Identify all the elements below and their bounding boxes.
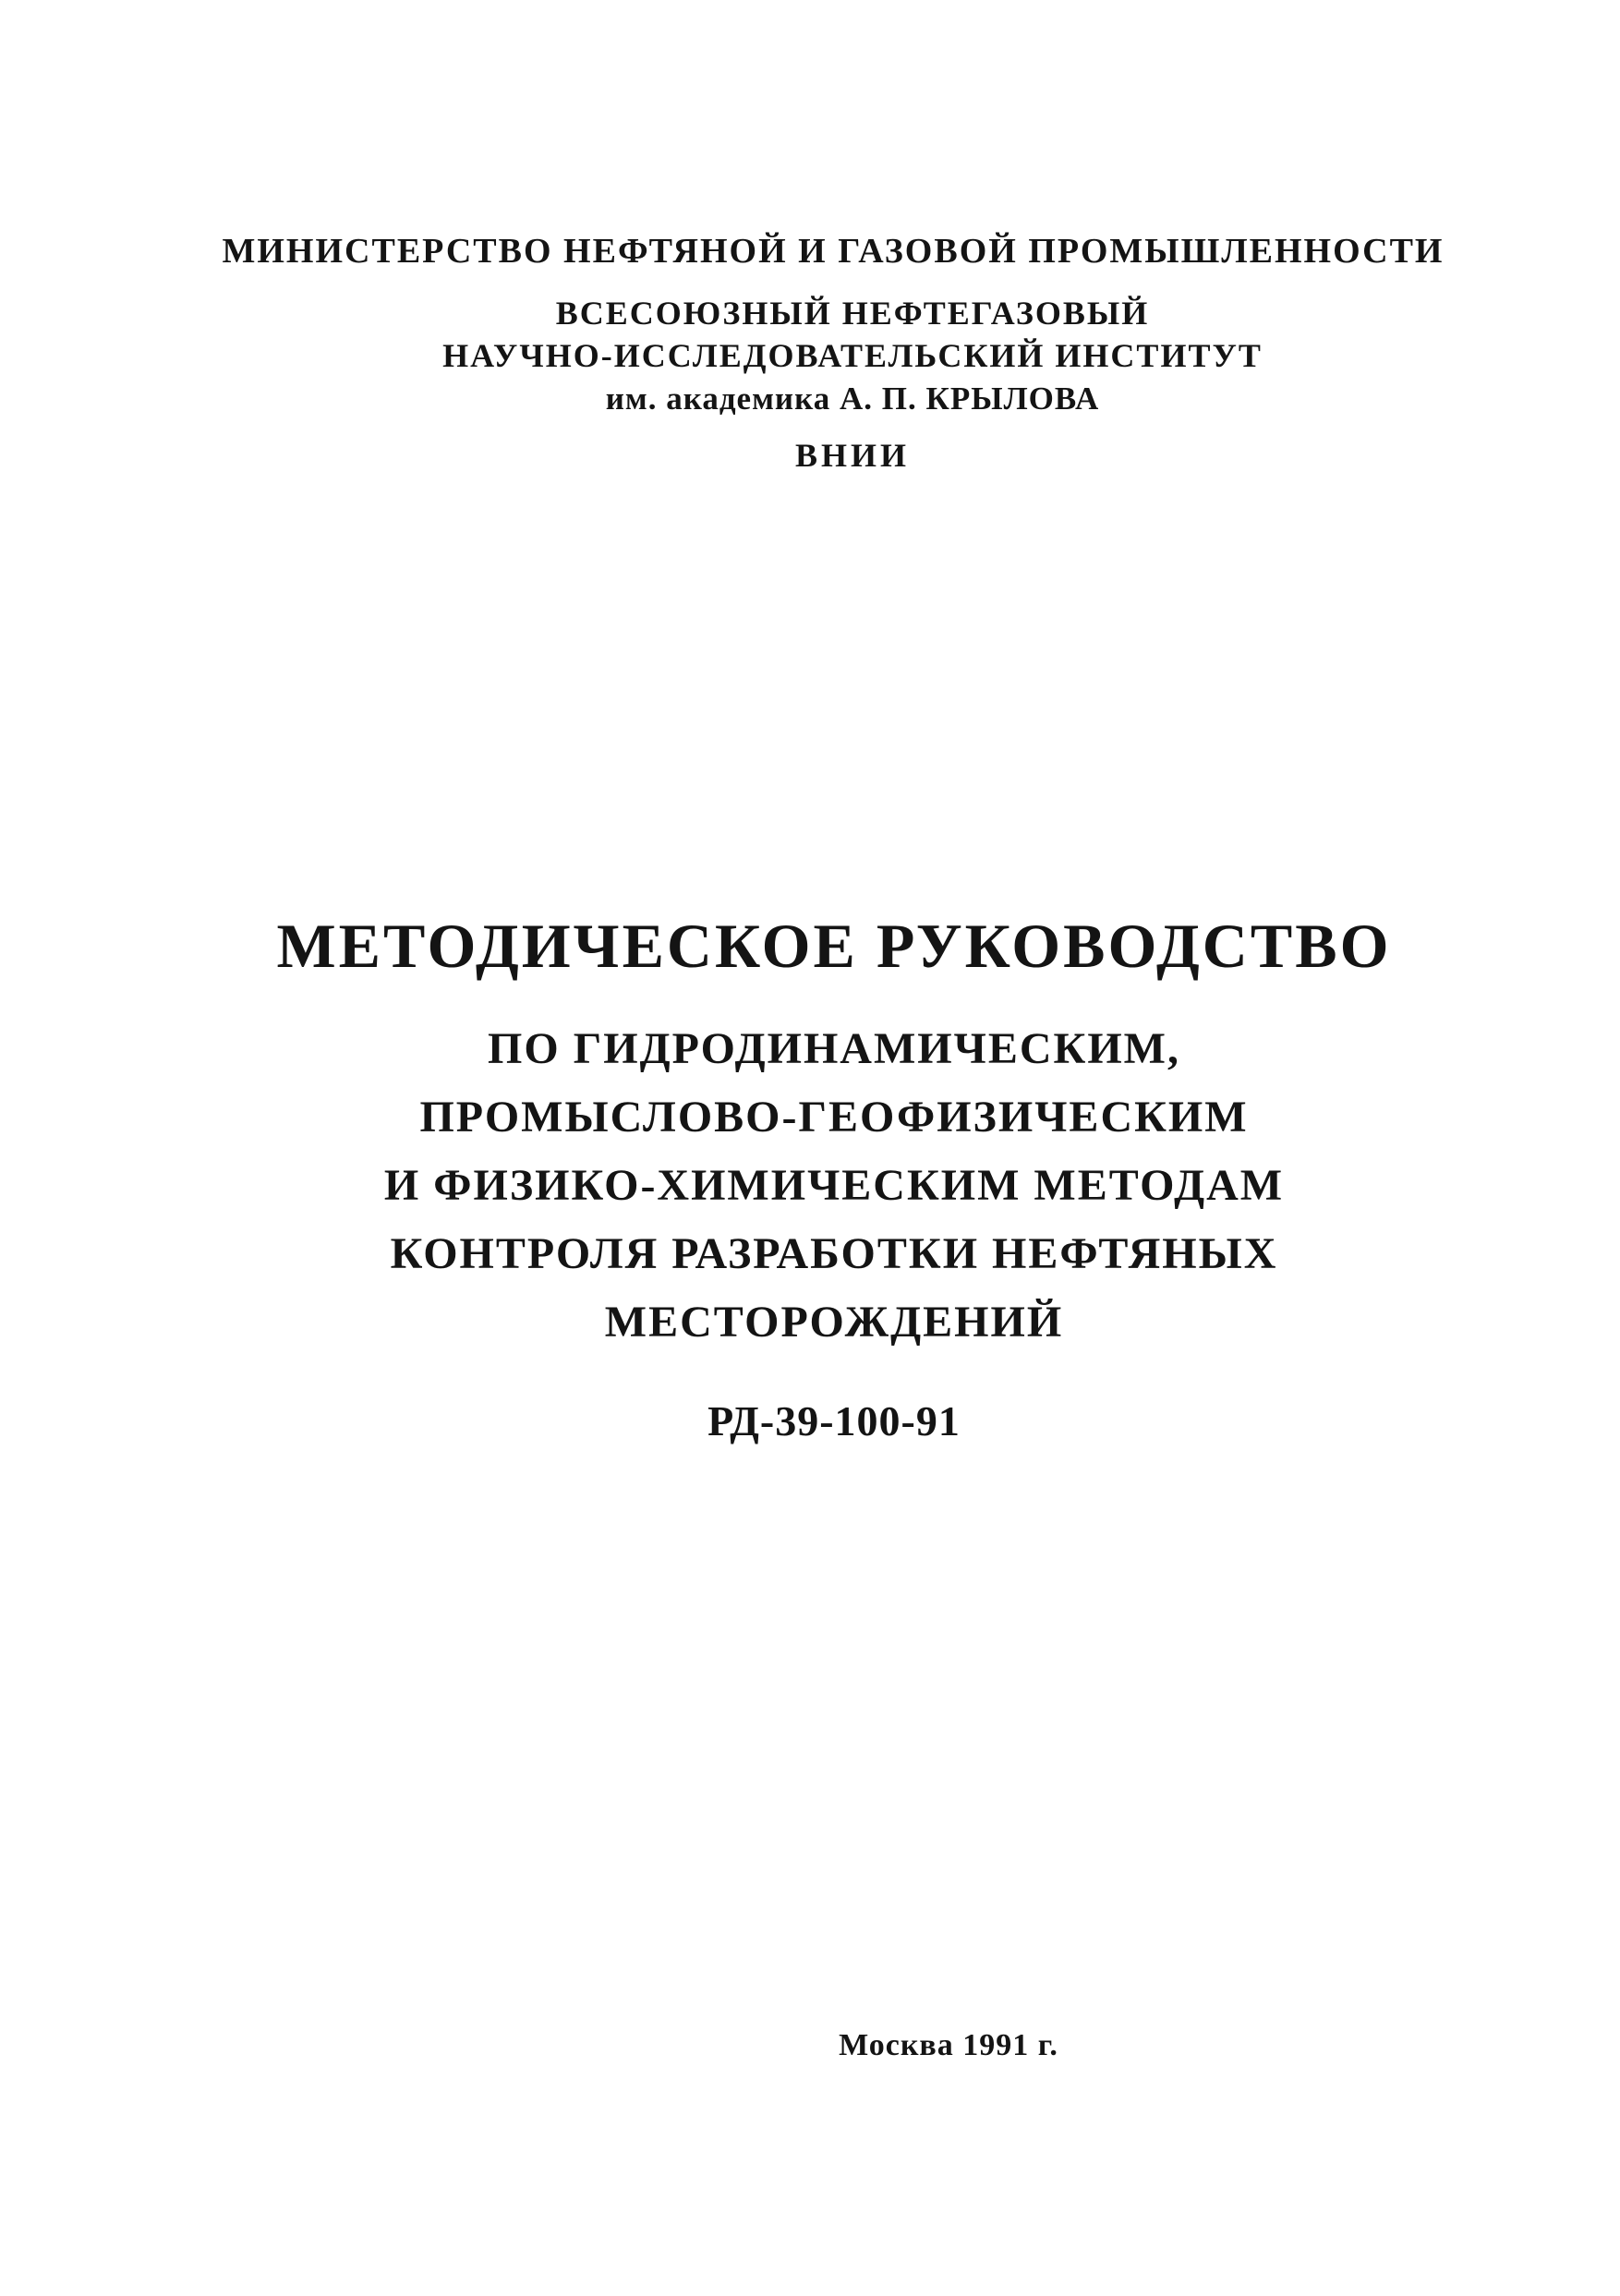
document-subtitle-line-3: И ФИЗИКО-ХИМИЧЕСКИМ МЕТОДАМ bbox=[383, 1161, 1285, 1210]
document-subtitle-line-1: ПО ГИДРОДИНАМИЧЕСКИМ, bbox=[488, 1024, 1180, 1073]
institute-abbreviation: ВНИИ bbox=[794, 437, 911, 474]
imprint-place-year: Москва 1991 г. bbox=[839, 2028, 1058, 2062]
institute-name-line-2: НАУЧНО-ИССЛЕДОВАТЕЛЬСКИЙ ИНСТИТУТ bbox=[442, 337, 1263, 374]
institute-name-line-1: ВСЕСОЮЗНЫЙ НЕФТЕГАЗОВЫЙ bbox=[555, 295, 1150, 332]
document-title: МЕТОДИЧЕСКОЕ РУКОВОДСТВО bbox=[276, 911, 1392, 981]
document-code: РД-39-100-91 bbox=[707, 1397, 961, 1444]
document-subtitle-line-5: МЕСТОРОЖДЕНИЙ bbox=[604, 1298, 1064, 1347]
institute-name-line-3: им. академика А. П. КРЫЛОВА bbox=[605, 381, 1100, 417]
document-subtitle-line-2: ПРОМЫСЛОВО-ГЕОФИЗИЧЕСКИМ bbox=[419, 1093, 1249, 1142]
ministry-name: МИНИСТЕРСТВО НЕФТЯНОЙ И ГАЗОВОЙ ПРОМЫШЛЕННОСТИ bbox=[222, 232, 1445, 271]
document-subtitle-line-4: КОНТРОЛЯ РАЗРАБОТКИ НЕФТЯНЫХ bbox=[390, 1229, 1278, 1278]
